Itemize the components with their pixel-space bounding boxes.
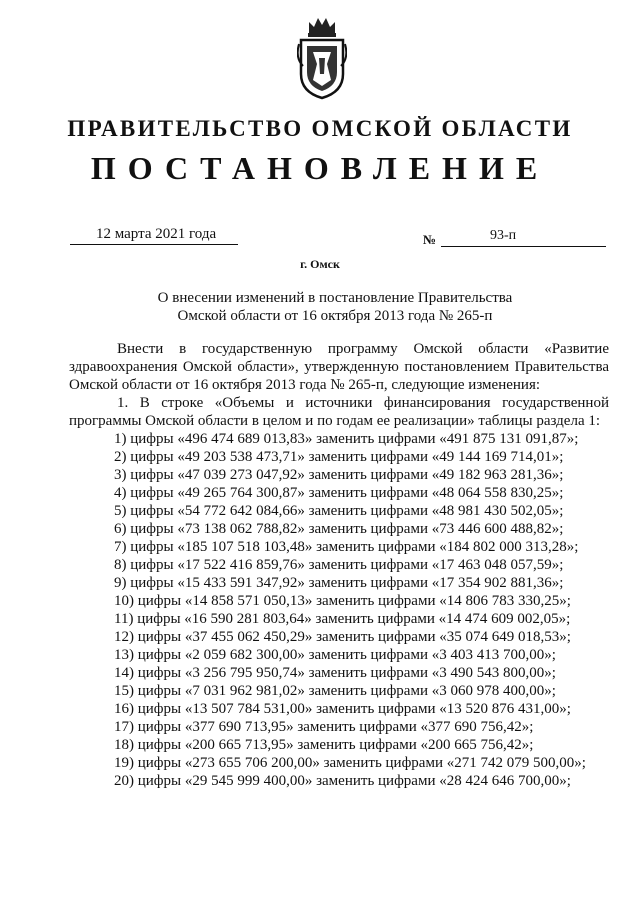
subject-line-1: О внесении изменений в постановление Правительства [157, 290, 513, 306]
subject-line-2: Омской области от 16 октября 2013 года № 265-п [177, 308, 493, 324]
list-item: 4) цифры «49 265 764 300,87» заменить цифрами «48 064 558 830,25»; [114, 485, 564, 501]
list-item: 10) цифры «14 858 571 050,13» заменить цифрами «14 806 783 330,25»; [114, 593, 571, 609]
list-item: 20) цифры «29 545 999 400,00» заменить цифрами «28 424 646 700,00»; [114, 773, 571, 789]
number-label: № [423, 232, 437, 247]
list-item: 8) цифры «17 522 416 859,76» заменить цифрами «17 463 048 057,59»; [114, 557, 564, 573]
list-item: 17) цифры «377 690 713,95» заменить цифрами «377 690 756,42»; [114, 719, 534, 735]
list-item: 2) цифры «49 203 538 473,71» заменить цифрами «49 144 169 714,01»; [114, 449, 564, 465]
list-item: 13) цифры «2 059 682 300,00» заменить цифрами «3 403 413 700,00»; [114, 647, 556, 663]
document-subject [0, 289, 640, 325]
document-body [69, 340, 609, 790]
list-item: 18) цифры «200 665 713,95» заменить цифрами «200 665 756,42»; [114, 737, 534, 753]
government-title: ПРАВИТЕЛЬСТВО ОМСКОЙ ОБЛАСТИ [67, 116, 573, 141]
list-item: 7) цифры «185 107 518 103,48» заменить цифрами «184 802 000 313,28»; [114, 539, 579, 555]
list-item: 14) цифры «3 256 795 950,74» заменить цифрами «3 490 543 800,00»; [114, 665, 556, 681]
list-item: 3) цифры «47 039 273 047,92» заменить цифрами «49 182 963 281,36»; [114, 467, 564, 483]
intro-paragraph: Внести в государственную программу Омской области «Развитие здравоохранения Омской области», утвержденную постановлением Правительства Омской области от 16 октября 2013 года № 265-п, следующие изменения: [69, 341, 609, 393]
list-item: 1) цифры «496 474 689 013,83» заменить цифрами «491 875 131 091,87»; [114, 431, 579, 447]
list-item: 5) цифры «54 772 642 084,66» заменить цифрами «48 981 430 502,05»; [114, 503, 564, 519]
coat-of-arms-icon [297, 14, 347, 100]
list-item: 9) цифры «15 433 591 347,92» заменить цифрами «17 354 902 881,36»; [114, 575, 564, 591]
document-date: 12 марта 2021 года [96, 226, 217, 242]
item-1-paragraph: 1. В строке «Объемы и источники финансирования государственной программы Омской области в целом и по годам ее реализации» таблицы раздела 1: [69, 395, 609, 429]
document-number: 93-п [490, 228, 517, 243]
document-type-title: ПОСТАНОВЛЕНИЕ [90, 150, 550, 186]
list-item: 19) цифры «273 655 706 200,00» заменить цифрами «271 742 079 500,00»; [114, 755, 586, 771]
list-item: 16) цифры «13 507 784 531,00» заменить цифрами «13 520 876 431,00»; [114, 701, 571, 717]
replacement-list [69, 430, 609, 790]
list-item: 11) цифры «16 590 281 803,64» заменить цифрами «14 474 609 002,05»; [114, 611, 571, 627]
list-item: 12) цифры «37 455 062 450,29» заменить цифрами «35 074 649 018,53»; [114, 629, 571, 645]
list-item: 15) цифры «7 031 962 981,02» заменить цифрами «3 060 978 400,00»; [114, 683, 556, 699]
city-label: г. Омск [300, 257, 340, 271]
list-item: 6) цифры «73 138 062 788,82» заменить цифрами «73 446 600 488,82»; [114, 521, 564, 537]
number-underline [441, 228, 606, 247]
